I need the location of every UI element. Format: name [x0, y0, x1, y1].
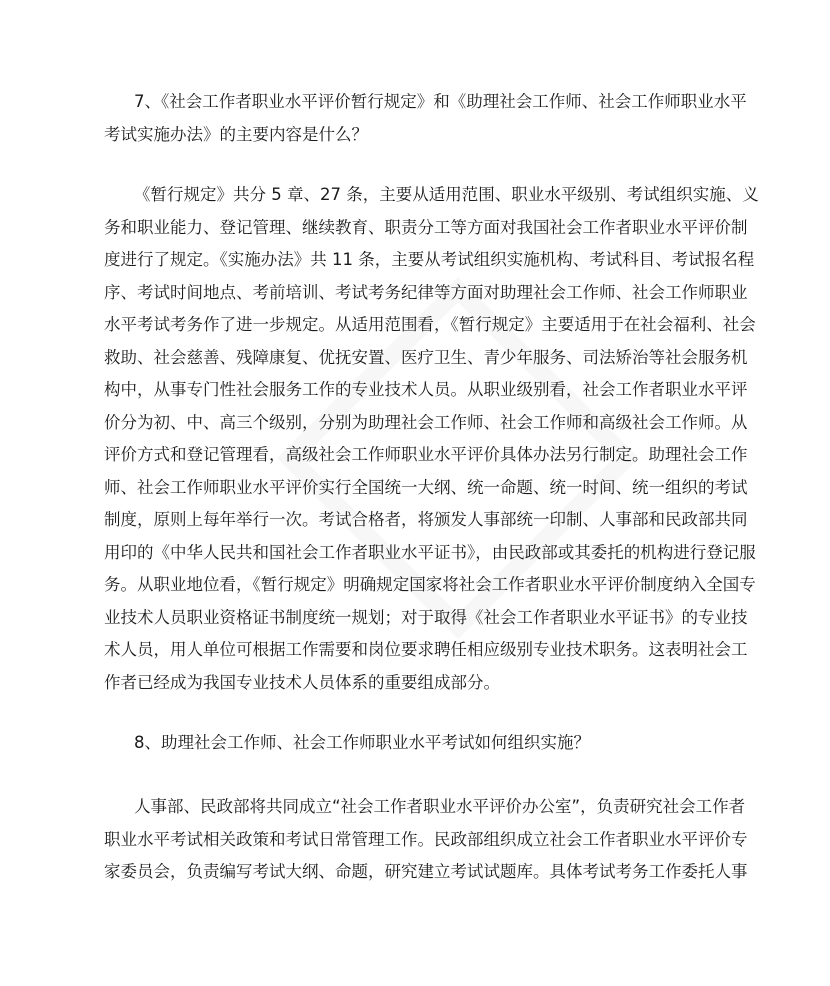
answer-line: 术人员，用人单位可根据工作需要和岗位要求聘任相应级别专业技术职务。这表明社会工	[104, 640, 748, 659]
answer-line: 业技术人员职业资格证书制度统一规划；对于取得《社会工作者职业水平证书》的专业技	[104, 607, 748, 627]
answer-line: 度进行了规定。《实施办法》共 11 条，主要从考试组织实施机构、考试科目、考试报名程	[104, 250, 755, 269]
answer-7	[104, 179, 759, 699]
answer-line: 构中，从事专门性社会服务工作的专业技术人员。从职业级别看，社会工作者职业水平评	[104, 380, 748, 399]
answer-line: 用印的《中华人民共和国社会工作者职业水平证书》，由民政部或其委托的机构进行登记服	[104, 542, 756, 562]
answer-line: 《暂行规定》共分 5 章、27 条，主要从适用范围、职业水平级别、考试组织实施、义	[134, 185, 759, 204]
question-line: 8、助理社会工作师、社会工作师职业水平考试如何组织实施？	[134, 733, 590, 752]
answer-line: 评价方式和登记管理看，高级社会工作师职业水平评价具体办法另行制定。助理社会工作	[104, 445, 748, 464]
question-line: 7、《社会工作者职业水平评价暂行规定》和《助理社会工作师、社会工作师职业水平	[134, 92, 747, 111]
answer-8	[104, 791, 748, 889]
answer-line: 人事部、民政部将共同成立“社会工作者职业水平评价办公室”，负责研究社会工作者	[134, 797, 746, 816]
answer-line: 务和职业能力、登记管理、继续教育、职责分工等方面对我国社会工作者职业水平评价制	[104, 217, 748, 237]
answer-line: 救助、社会慈善、残障康复、优抚安置、医疗卫生、青少年服务、司法矫治等社会服务机	[104, 347, 748, 367]
answer-line: 师、社会工作师职业水平评价实行全国统一大纲、统一命题、统一时间、统一组织的考试	[104, 477, 748, 497]
answer-line: 职业水平考试相关政策和考试日常管理工作。民政部组织成立社会工作者职业水平评价专	[104, 829, 748, 849]
answer-line: 水平考试考务作了进一步规定。从适用范围看，《暂行规定》主要适用于在社会福利、社会	[104, 315, 756, 334]
answer-line: 制度，原则上每年举行一次。考试合格者，将颁发人事部统一印制、人事部和民政部共同	[104, 510, 748, 529]
answer-line: 价分为初、中、高三个级别，分别为助理社会工作师、社会工作师和高级社会工作师。从	[104, 412, 748, 432]
answer-line: 序、考试时间地点、考前培训、考试考务纪律等方面对助理社会工作师、社会工作师职业	[104, 282, 748, 302]
answer-line: 务。从职业地位看，《暂行规定》明确规定国家将社会工作者职业水平评价制度纳入全国专	[104, 575, 756, 594]
question-8	[104, 727, 736, 760]
question-line: 考试实施办法》的主要内容是什么？	[104, 124, 368, 144]
answer-line: 家委员会，负责编写考试大纲、命题，研究建立考试试题库。具体考试考务工作委托人事	[104, 862, 748, 881]
question-7	[104, 86, 747, 151]
answer-line: 作者已经成为我国专业技术人员体系的重要组成部分。	[104, 672, 500, 692]
